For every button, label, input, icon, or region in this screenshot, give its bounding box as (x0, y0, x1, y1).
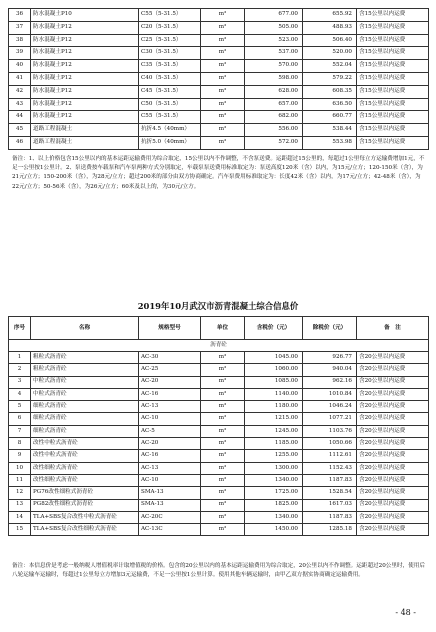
table-row (9, 124, 429, 137)
row-name: 粗粒式沥青砼 (31, 364, 139, 376)
row-unit: m³ (201, 487, 245, 499)
page-number: - 48 - (395, 608, 416, 617)
row-spec: AC-25 (139, 364, 201, 376)
row-price-with-tax: 1340.00 (245, 474, 303, 486)
table-row (9, 136, 429, 149)
row-price-with-tax: 1300.00 (245, 462, 303, 474)
row-spec: C55（5-31.5） (139, 9, 201, 22)
row-unit: m³ (201, 388, 245, 400)
row-price-with-tax: 1085.00 (245, 376, 303, 388)
row-no: 40 (9, 60, 31, 73)
row-unit: m³ (201, 124, 245, 137)
row-name: 道路工程混凝土 (31, 124, 139, 137)
row-note: 含15公里以内运费 (357, 34, 429, 47)
row-price-with-tax: 523.00 (245, 34, 303, 47)
row-unit: m³ (201, 438, 245, 450)
row-name: TLA+SBS复合改性细粒式沥青砼 (31, 524, 139, 536)
row-name: PG82改性细粒式沥青砼 (31, 499, 139, 511)
row-name: 改性中粒式沥青砼 (31, 438, 139, 450)
row-unit: m³ (201, 364, 245, 376)
row-price-without-tax: 1010.84 (303, 388, 357, 400)
row-price-with-tax: 682.00 (245, 111, 303, 124)
row-spec: 抗折5.0（40mm） (139, 136, 201, 149)
row-note: 含15公里以内运费 (357, 98, 429, 111)
row-note: 含20公里以内运费 (357, 352, 429, 364)
header-spec: 规格型号 (139, 317, 201, 340)
row-name: 改性细粒式沥青砼 (31, 474, 139, 486)
header-no: 序号 (9, 317, 31, 340)
row-price-without-tax: 1077.21 (303, 413, 357, 425)
row-no: 42 (9, 85, 31, 98)
row-no: 38 (9, 34, 31, 47)
row-price-without-tax: 1617.03 (303, 499, 357, 511)
row-note: 含20公里以内运费 (357, 450, 429, 462)
row-price-with-tax: 1340.00 (245, 511, 303, 523)
row-note: 含20公里以内运费 (357, 388, 429, 400)
row-name: 中粒式沥青砼 (31, 376, 139, 388)
row-price-without-tax: 962.16 (303, 376, 357, 388)
row-unit: m³ (201, 9, 245, 22)
row-price-with-tax: 537.00 (245, 47, 303, 60)
row-price-without-tax: 538.44 (303, 124, 357, 137)
row-name: 防水混凝土P12 (31, 21, 139, 34)
row-price-without-tax: 488.93 (303, 21, 357, 34)
row-unit: m³ (201, 401, 245, 413)
row-no: 39 (9, 47, 31, 60)
table-row (9, 47, 429, 60)
row-price-without-tax: 1050.66 (303, 438, 357, 450)
row-unit: m³ (201, 34, 245, 47)
row-spec: C35（5-31.5） (139, 60, 201, 73)
row-name: 细粒式沥青砼 (31, 425, 139, 437)
row-no: 37 (9, 21, 31, 34)
asphalt-table-title: 2019年10月武汉市沥青混凝土综合信息价 (137, 301, 299, 311)
row-price-without-tax: 506.40 (303, 34, 357, 47)
table-row (9, 85, 429, 98)
row-unit: m³ (201, 474, 245, 486)
row-spec: C25（5-31.5） (139, 34, 201, 47)
row-name: PG76改性细粒式沥青砼 (31, 487, 139, 499)
row-spec: AC-20C (139, 511, 201, 523)
header-price-with-tax: 含税价（元） (245, 317, 303, 340)
row-price-without-tax: 636.50 (303, 98, 357, 111)
row-spec: AC-16 (139, 450, 201, 462)
row-name: 细粒式沥青砼 (31, 413, 139, 425)
asphalt-table-body (9, 340, 429, 536)
row-spec: C55（5-31.5） (139, 111, 201, 124)
row-unit: m³ (201, 352, 245, 364)
row-note: 含20公里以内运费 (357, 401, 429, 413)
row-name: 粗粒式沥青砼 (31, 352, 139, 364)
header-unit: 单位 (201, 317, 245, 340)
row-price-without-tax: 1103.76 (303, 425, 357, 437)
row-price-with-tax: 1825.00 (245, 499, 303, 511)
table-row (9, 413, 429, 425)
table-row (9, 111, 429, 124)
row-price-without-tax: 608.35 (303, 85, 357, 98)
table-row (9, 524, 429, 536)
row-note: 含15公里以内运费 (357, 60, 429, 73)
row-note: 含15公里以内运费 (357, 111, 429, 124)
table-row (9, 364, 429, 376)
row-spec: AC-13 (139, 401, 201, 413)
row-price-with-tax: 598.00 (245, 72, 303, 85)
row-price-with-tax: 1185.00 (245, 438, 303, 450)
row-price-without-tax: 552.04 (303, 60, 357, 73)
row-no: 6 (9, 413, 31, 425)
row-price-without-tax: 940.04 (303, 364, 357, 376)
row-no: 41 (9, 72, 31, 85)
table-row (9, 438, 429, 450)
table-row (9, 401, 429, 413)
row-spec: AC-20 (139, 438, 201, 450)
row-name: 细粒式沥青砼 (31, 401, 139, 413)
row-spec: AC-13 (139, 462, 201, 474)
row-price-with-tax: 1060.00 (245, 364, 303, 376)
row-unit: m³ (201, 47, 245, 60)
row-name: 防水混凝土P12 (31, 60, 139, 73)
row-spec: C30（5-31.5） (139, 47, 201, 60)
row-unit: m³ (201, 72, 245, 85)
concrete-price-table (8, 8, 429, 150)
row-price-without-tax: 1046.24 (303, 401, 357, 413)
row-price-with-tax: 505.00 (245, 21, 303, 34)
table-row (9, 72, 429, 85)
row-price-without-tax: 1152.43 (303, 462, 357, 474)
row-price-without-tax: 1187.83 (303, 511, 357, 523)
row-price-with-tax: 1180.00 (245, 401, 303, 413)
table-row (9, 21, 429, 34)
row-price-with-tax: 677.00 (245, 9, 303, 22)
row-spec: C20（5-31.5） (139, 21, 201, 34)
row-note: 含20公里以内运费 (357, 511, 429, 523)
row-note: 含15公里以内运费 (357, 136, 429, 149)
row-no: 44 (9, 111, 31, 124)
row-no: 10 (9, 462, 31, 474)
row-price-with-tax: 556.00 (245, 124, 303, 137)
row-note: 含20公里以内运费 (357, 376, 429, 388)
row-spec: C45（5-31.5） (139, 85, 201, 98)
row-price-with-tax: 572.00 (245, 136, 303, 149)
row-price-with-tax: 1450.00 (245, 524, 303, 536)
table-row (9, 511, 429, 523)
row-spec: AC-30 (139, 352, 201, 364)
row-no: 11 (9, 474, 31, 486)
table-row (9, 388, 429, 400)
row-price-without-tax: 553.98 (303, 136, 357, 149)
row-unit: m³ (201, 85, 245, 98)
row-note: 含20公里以内运费 (357, 425, 429, 437)
table-row (9, 376, 429, 388)
row-name: 改性中粒式沥青砼 (31, 450, 139, 462)
row-name: 防水混凝土P12 (31, 72, 139, 85)
row-name: 防水混凝土P10 (31, 9, 139, 22)
header-price-without-tax: 除税价（元） (303, 317, 357, 340)
row-no: 43 (9, 98, 31, 111)
row-price-without-tax: 660.77 (303, 111, 357, 124)
asphalt-price-table (8, 316, 429, 536)
header-name: 名称 (31, 317, 139, 340)
row-spec: C50（5-31.5） (139, 98, 201, 111)
row-price-with-tax: 1140.00 (245, 388, 303, 400)
row-no: 14 (9, 511, 31, 523)
row-note: 含20公里以内运费 (357, 438, 429, 450)
table-row (9, 352, 429, 364)
row-price-without-tax: 1285.18 (303, 524, 357, 536)
row-no: 45 (9, 124, 31, 137)
header-note: 备 注 (357, 317, 429, 340)
row-name: 改性细粒式沥青砼 (31, 462, 139, 474)
row-price-without-tax: 655.92 (303, 9, 357, 22)
row-spec: AC-10 (139, 474, 201, 486)
concrete-table-body (9, 9, 429, 150)
row-price-without-tax: 926.77 (303, 352, 357, 364)
row-note: 含15公里以内运费 (357, 21, 429, 34)
row-no: 7 (9, 425, 31, 437)
asphalt-table-header-row (9, 317, 429, 340)
row-note: 含20公里以内运费 (357, 413, 429, 425)
row-price-with-tax: 1245.00 (245, 425, 303, 437)
row-unit: m³ (201, 136, 245, 149)
table-row (9, 462, 429, 474)
row-spec: AC-13C (139, 524, 201, 536)
row-no: 46 (9, 136, 31, 149)
table-row (9, 499, 429, 511)
row-spec: 抗折4.5（40mm） (139, 124, 201, 137)
row-unit: m³ (201, 524, 245, 536)
row-name: 防水混凝土P12 (31, 98, 139, 111)
row-price-with-tax: 657.00 (245, 98, 303, 111)
row-no: 8 (9, 438, 31, 450)
table-row (9, 60, 429, 73)
row-price-without-tax: 1528.54 (303, 487, 357, 499)
row-no: 2 (9, 364, 31, 376)
row-name: 防水混凝土P12 (31, 34, 139, 47)
row-price-without-tax: 1112.61 (303, 450, 357, 462)
table-row (9, 425, 429, 437)
row-name: 防水混凝土P12 (31, 47, 139, 60)
row-price-without-tax: 1187.83 (303, 474, 357, 486)
row-price-with-tax: 628.00 (245, 85, 303, 98)
row-note: 含20公里以内运费 (357, 364, 429, 376)
row-price-with-tax: 1215.00 (245, 413, 303, 425)
row-spec: C40（5-31.5） (139, 72, 201, 85)
row-price-with-tax: 570.00 (245, 60, 303, 73)
row-unit: m³ (201, 60, 245, 73)
row-unit: m³ (201, 111, 245, 124)
table-row (9, 474, 429, 486)
row-no: 13 (9, 499, 31, 511)
row-note: 含20公里以内运费 (357, 487, 429, 499)
row-name: 防水混凝土P12 (31, 111, 139, 124)
row-no: 9 (9, 450, 31, 462)
table-row (9, 9, 429, 22)
row-unit: m³ (201, 413, 245, 425)
row-name: 中粒式沥青砼 (31, 388, 139, 400)
row-note: 含15公里以内运费 (357, 9, 429, 22)
concrete-table-note: 备注：1、以上价格包含15公里以内的基本运距运输费用为综合取定，15公里以内不作调整，不含泵送费。运距超过15公里的，每超过1公里每立方运输费增加1元，不足一公里按1公里计。2、泵送费按车载泵和汽车泵两种方式分别取定，车载泵泵送费用标准取定为：泵送高度120米（含）以内，为15元/立方；120-150米（含），为21元/立方；150-200米（含），为28元/立方；超过200米的部分由双方协商确定。汽车泵费用标准取定为：长度42米（含）以内，为17元/立方；42-48米（含），为22元/立方；50-56米（含），为26元/立方；60米及以上的，为30元/立方。 (12, 156, 425, 190)
row-note: 含15公里以内运费 (357, 124, 429, 137)
row-note: 含20公里以内运费 (357, 462, 429, 474)
row-price-with-tax: 1045.00 (245, 352, 303, 364)
row-name: 防水混凝土P12 (31, 85, 139, 98)
row-no: 36 (9, 9, 31, 22)
row-spec: SMA-13 (139, 487, 201, 499)
row-price-without-tax: 520.00 (303, 47, 357, 60)
row-no: 1 (9, 352, 31, 364)
row-unit: m³ (201, 98, 245, 111)
row-spec: SMA-13 (139, 499, 201, 511)
row-unit: m³ (201, 21, 245, 34)
table-row (9, 487, 429, 499)
row-name: TLA+SBS复合改性中粒式沥青砼 (31, 511, 139, 523)
row-unit: m³ (201, 462, 245, 474)
row-spec: AC-20 (139, 376, 201, 388)
row-price-with-tax: 1255.00 (245, 450, 303, 462)
row-price-without-tax: 579.22 (303, 72, 357, 85)
row-note: 含15公里以内运费 (357, 72, 429, 85)
row-spec: AC-16 (139, 388, 201, 400)
row-note: 含15公里以内运费 (357, 47, 429, 60)
row-unit: m³ (201, 511, 245, 523)
row-unit: m³ (201, 425, 245, 437)
row-no: 5 (9, 401, 31, 413)
row-note: 含20公里以内运费 (357, 524, 429, 536)
row-unit: m³ (201, 376, 245, 388)
row-no: 4 (9, 388, 31, 400)
section-row (9, 340, 429, 352)
row-name: 道路工程混凝土 (31, 136, 139, 149)
row-spec: AC-10 (139, 413, 201, 425)
row-no: 3 (9, 376, 31, 388)
row-note: 含20公里以内运费 (357, 499, 429, 511)
asphalt-table-note: 备注：本信息价是考虑一般纳税人增值税率计取增值税的价格。包含的20公里以内的基本运距运输费用为综合取定，20公里以内不作调整。运距超过20公里时，使用后八轮运输车运输时，每超过1公里每立方增加3元运输费，不足一公里按1公里计算。使用其他车辆运输时，由甲乙双方据实协商确定运输费用。 (12, 563, 425, 579)
table-row (9, 450, 429, 462)
row-unit: m³ (201, 450, 245, 462)
row-price-with-tax: 1725.00 (245, 487, 303, 499)
table-row (9, 98, 429, 111)
row-unit: m³ (201, 499, 245, 511)
row-spec: AC-5 (139, 425, 201, 437)
section-label: 沥青砼 (9, 340, 429, 352)
row-note: 含20公里以内运费 (357, 474, 429, 486)
row-no: 15 (9, 524, 31, 536)
table-row (9, 34, 429, 47)
row-no: 12 (9, 487, 31, 499)
row-note: 含15公里以内运费 (357, 85, 429, 98)
